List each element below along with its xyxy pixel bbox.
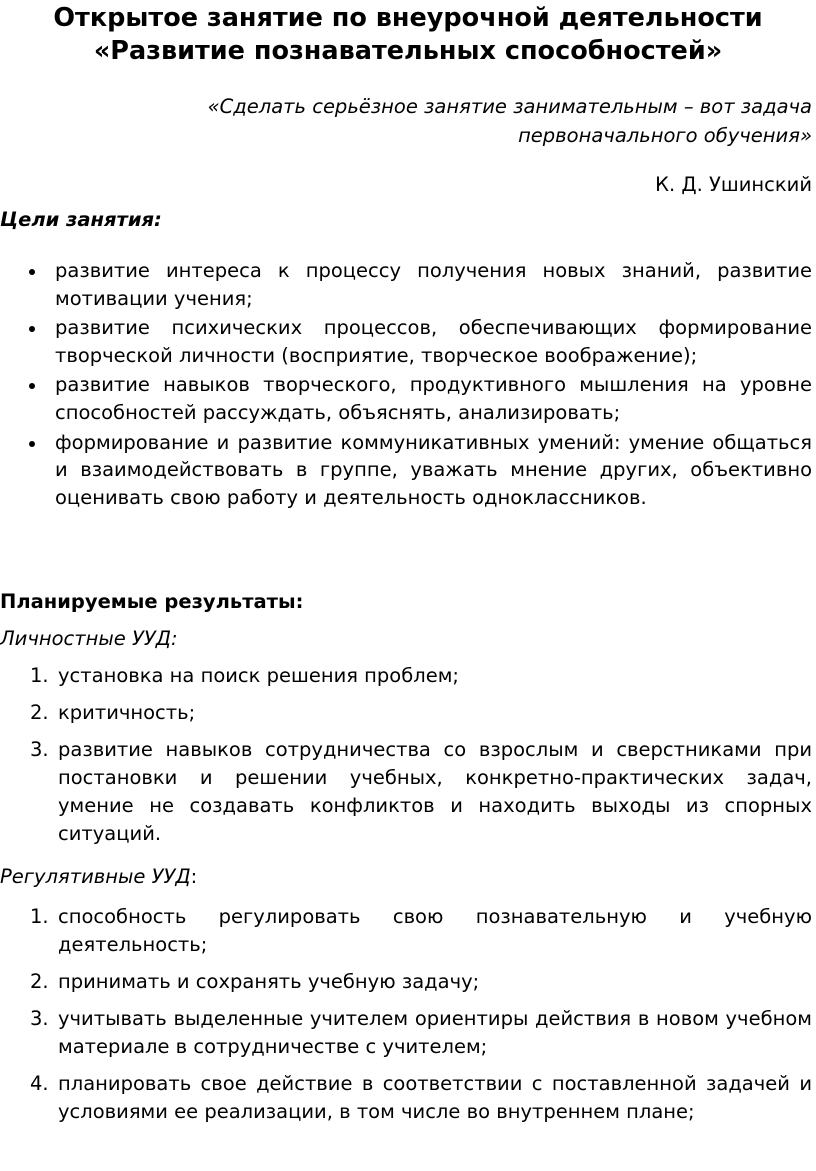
title-line-1: Открытое занятие по внеурочной деятельности [53,3,763,33]
goal-text: развитие навыков творческого, продуктивного мышления на уровне способностей рассуждать, объяснять, анализировать; [55,373,812,424]
epigraph-author: К. Д. Ушинский [655,173,812,196]
item-number: 3. [30,1007,49,1030]
list-item [0,429,816,512]
item-text: планировать свое действие в соответствии с поставленной задачей и условиями ее реализации, в том числе во внутреннем плане; [58,1072,812,1123]
goal-text: развитие психических процессов, обеспечивающих формирование творческой личности (восприятие, творческое воображение); [55,316,812,367]
item-text: развитие навыков сотрудничества со взрослым и сверстниками при постановки и решении учебных, конкретно-практических задач, умение не создавать конфликтов и находить выходы из спорных ситуаций. [58,738,812,845]
list-item [0,968,816,996]
item-text: принимать и сохранять учебную задачу; [58,970,480,993]
item-text: критичность; [58,701,196,724]
regulatory-uud-list [0,903,816,1126]
list-item [0,662,816,690]
list-item [0,371,816,426]
bullet-icon [29,326,35,332]
list-item [0,736,816,848]
personal-uud-heading: Личностные УУД: [0,627,178,650]
bullet-icon [29,269,35,275]
regulatory-uud-heading [0,862,197,891]
list-item [0,1070,816,1126]
list-item [0,1005,816,1061]
item-number: 1. [30,664,49,687]
list-item [0,699,816,727]
list-item [0,903,816,959]
list-item [0,257,816,312]
results-heading: Планируемые результаты: [0,590,304,613]
epigraph-quote: «Сделать серьёзное занятие занимательным – вот задача первоначального обучения» [207,95,812,147]
goal-text: формирование и развитие коммуникативных умений: умение общаться и взаимодействовать в группе, уважать мнение других, объективно оценивать свою работу и деятельность одноклассников. [55,430,812,509]
regulatory-uud-colon: : [190,865,198,888]
item-number: 2. [30,970,49,993]
bullet-icon [29,441,35,447]
item-text: установка на поиск решения проблем; [58,664,460,687]
item-number: 4. [30,1072,49,1095]
goals-heading: Цели занятия: [0,208,162,231]
list-item [0,314,816,369]
page-title [0,2,816,68]
item-number: 1. [30,905,49,928]
title-line-2: «Развитие познавательных способностей» [93,36,723,66]
goal-text: развитие интереса к процессу получения новых знаний, развитие мотивации учения; [55,259,812,310]
item-text: учитывать выделенные учителем ориентиры действия в новом учебном материале в сотрудничестве с учителем; [58,1007,812,1058]
item-number: 3. [30,738,49,761]
personal-uud-list [0,662,816,848]
item-text: способность регулировать свою познавательную и учебную деятельность; [58,905,812,956]
regulatory-uud-title: Регулятивные УУД [0,865,191,888]
bullet-icon [29,383,35,389]
item-number: 2. [30,701,49,724]
goals-list [0,257,816,511]
